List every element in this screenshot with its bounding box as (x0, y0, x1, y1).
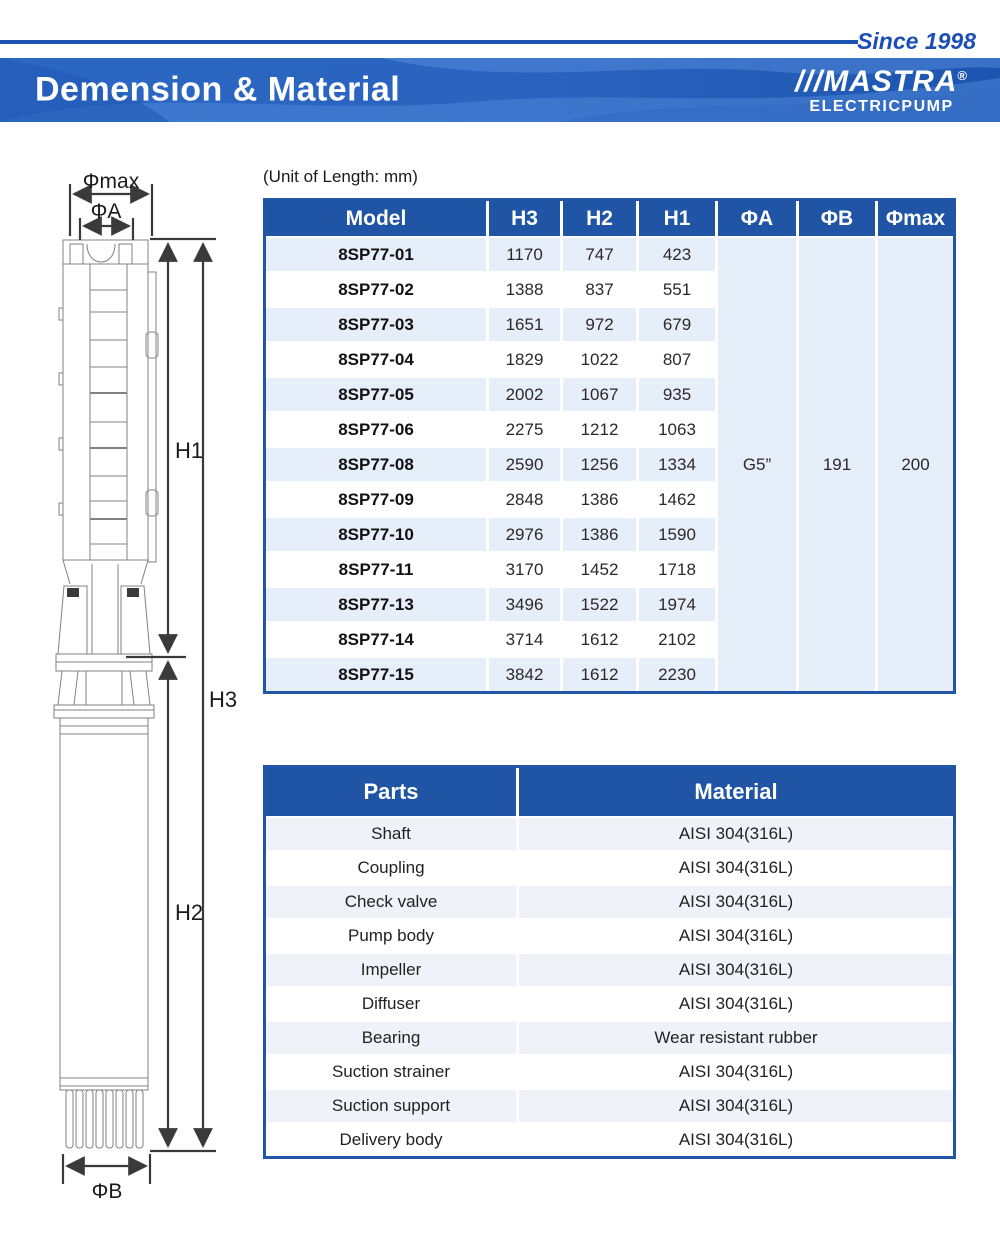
dim-cell-h2: 1612 (563, 658, 636, 691)
dim-cell-h1: 1974 (639, 588, 715, 621)
dim-header-h2: H2 (563, 201, 636, 236)
dim-cell-h1: 1334 (639, 448, 715, 481)
parts-cell-part: Impeller (266, 954, 516, 986)
dim-cell-h2: 1522 (563, 588, 636, 621)
parts-cell-material: AISI 304(316L) (519, 886, 953, 918)
top-divider-line (0, 40, 858, 44)
parts-cell-part: Check valve (266, 886, 516, 918)
brand-logo (795, 67, 968, 115)
dim-cell-h2: 1612 (563, 623, 636, 656)
dim-cell-model: 8SP77-03 (266, 308, 486, 341)
parts-cell-part: Delivery body (266, 1124, 516, 1156)
parts-cell-part: Pump body (266, 920, 516, 952)
dim-cell-model: 8SP77-09 (266, 483, 486, 516)
parts-cell-material: AISI 304(316L) (519, 1090, 953, 1122)
dim-cell-model: 8SP77-05 (266, 378, 486, 411)
parts-cell-part: Diffuser (266, 988, 516, 1020)
dim-cell-model: 8SP77-15 (266, 658, 486, 691)
brand-logo-wordmark: ///MASTRA® (795, 65, 968, 98)
dim-cell-h1: 2102 (639, 623, 715, 656)
label-phi-max: Φmax (82, 170, 140, 193)
dim-header-h1: H1 (639, 201, 715, 236)
parts-cell-material: AISI 304(316L) (519, 818, 953, 850)
dim-cell-h3: 3842 (489, 658, 560, 691)
parts-header-parts: Parts (266, 768, 516, 816)
dim-cell-h3: 1651 (489, 308, 560, 341)
dim-header-h3: H3 (489, 201, 560, 236)
dim-cell-h2: 837 (563, 273, 636, 306)
parts-cell-part: Suction support (266, 1090, 516, 1122)
dim-cell-h2: 1256 (563, 448, 636, 481)
dim-cell-h1: 1718 (639, 553, 715, 586)
dimension-table (263, 198, 956, 694)
pump-outline (54, 240, 158, 1148)
dim-cell-h1: 807 (639, 343, 715, 376)
dim-cell-model: 8SP77-11 (266, 553, 486, 586)
dim-cell-h3: 3714 (489, 623, 560, 656)
dim-cell-h3: 1829 (489, 343, 560, 376)
dim-cell-model: 8SP77-13 (266, 588, 486, 621)
label-h3: H3 (209, 687, 238, 712)
since-text: Since 1998 (857, 28, 976, 54)
dim-cell-h2: 1212 (563, 413, 636, 446)
dim-cell-h1: 679 (639, 308, 715, 341)
parts-cell-material: AISI 304(316L) (519, 1056, 953, 1088)
dim-header-phi-a: ΦA (718, 201, 796, 236)
pump-technical-drawing (30, 160, 260, 1230)
dim-cell-h1: 935 (639, 378, 715, 411)
dim-cell-h1: 551 (639, 273, 715, 306)
dim-header-phi-max: Φmax (878, 201, 953, 236)
dim-cell-h3: 3170 (489, 553, 560, 586)
dim-cell-h1: 1063 (639, 413, 715, 446)
label-h2: H2 (175, 900, 204, 925)
dim-cell-h3: 2275 (489, 413, 560, 446)
parts-material-table (263, 765, 956, 1159)
dim-header-phi-b: ΦB (799, 201, 875, 236)
dim-cell-model: 8SP77-01 (266, 238, 486, 271)
dim-merged-phi-a: G5” (718, 238, 796, 691)
dim-cell-model: 8SP77-14 (266, 623, 486, 656)
parts-cell-material: Wear resistant rubber (519, 1022, 953, 1054)
dim-cell-h3: 1170 (489, 238, 560, 271)
parts-cell-part: Coupling (266, 852, 516, 884)
dim-cell-h2: 1386 (563, 483, 636, 516)
label-h1: H1 (175, 438, 204, 463)
dim-cell-h2: 1452 (563, 553, 636, 586)
dim-cell-h3: 3496 (489, 588, 560, 621)
dim-cell-h1: 423 (639, 238, 715, 271)
dim-cell-h2: 747 (563, 238, 636, 271)
unit-note: (Unit of Length: mm) (263, 167, 418, 186)
dim-cell-h2: 1067 (563, 378, 636, 411)
dim-cell-h3: 2848 (489, 483, 560, 516)
label-phi-b: ΦB (91, 1180, 123, 1203)
parts-cell-part: Bearing (266, 1022, 516, 1054)
dim-cell-model: 8SP77-08 (266, 448, 486, 481)
dim-cell-h1: 1462 (639, 483, 715, 516)
brand-logo-subtitle: ELECTRICPUMP (809, 98, 954, 115)
dim-cell-model: 8SP77-06 (266, 413, 486, 446)
parts-cell-part: Shaft (266, 818, 516, 850)
parts-cell-material: AISI 304(316L) (519, 1124, 953, 1156)
dim-cell-h3: 2976 (489, 518, 560, 551)
parts-cell-material: AISI 304(316L) (519, 920, 953, 952)
dim-merged-phi-b: 191 (799, 238, 875, 691)
dim-cell-h2: 972 (563, 308, 636, 341)
banner (0, 58, 1000, 122)
dim-cell-model: 8SP77-04 (266, 343, 486, 376)
dim-cell-h3: 2590 (489, 448, 560, 481)
dim-header-model: Model (266, 201, 486, 236)
dim-cell-model: 8SP77-10 (266, 518, 486, 551)
parts-header-material: Material (519, 768, 953, 816)
dim-cell-h3: 2002 (489, 378, 560, 411)
dim-merged-phi-max: 200 (878, 238, 953, 691)
parts-cell-part: Suction strainer (266, 1056, 516, 1088)
dim-cell-h2: 1022 (563, 343, 636, 376)
dim-cell-h2: 1386 (563, 518, 636, 551)
registered-trademark-icon: ® (957, 68, 968, 83)
parts-cell-material: AISI 304(316L) (519, 954, 953, 986)
dim-cell-h1: 2230 (639, 658, 715, 691)
dim-cell-h3: 1388 (489, 273, 560, 306)
page-title: Demension & Material (35, 70, 401, 109)
parts-cell-material: AISI 304(316L) (519, 988, 953, 1020)
parts-cell-material: AISI 304(316L) (519, 852, 953, 884)
dim-cell-h1: 1590 (639, 518, 715, 551)
label-phi-a: ΦA (90, 200, 122, 223)
dim-cell-model: 8SP77-02 (266, 273, 486, 306)
